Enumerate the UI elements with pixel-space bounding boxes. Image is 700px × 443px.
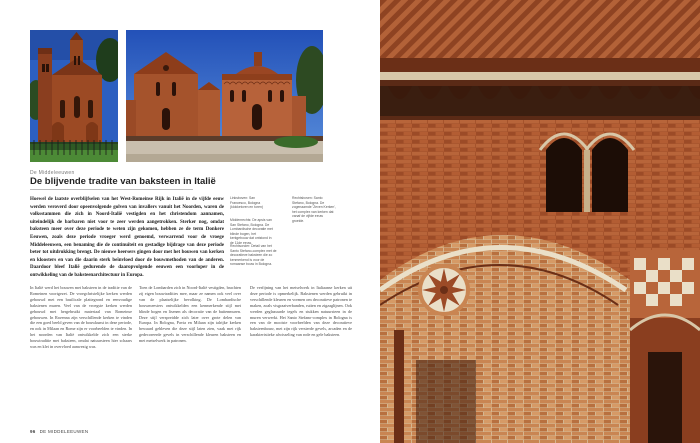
caption-4: Rechtsonder: Detail van het Santo Stefano-complex met de decoratieve baksteen die zo kenmerkend is voor de romaanse bouw in Bologna.	[230, 244, 277, 267]
section-name: DE MIDDELEEUWEN	[39, 429, 89, 434]
body-paragraph-3: De verfijning van het metselwerk in Italiaanse kerken uit deze periode is opmerkelijk. Bakstenen werden gebruikt in verschillende kleuren en vormen om decoratieve patronen te maken, zoals visgraatverbanden, ruiten en zigzaglijnen. Ook werden geglazuurde tegels en stukken natuursteen in de muren verwerkt. Het Santo Stefano-complex in Bologna is een van de mooiste voorbeelden van deze decoratieve baksteenbouw, met zijn rijk versierde gevels, arcaden en de karakteristieke afwisseling van rode en gele baksteen.	[250, 285, 352, 338]
photo-church-towers	[30, 30, 118, 162]
caption-3: Middenrechts: De apsis van San Stefano, Bologna. De Lombardische decoratie met blinde bogen, het kerkgebouw dat ontstond in de 11de eeuw.	[230, 218, 273, 245]
santo-stefano-illustration	[126, 30, 323, 162]
photo-captions	[230, 196, 352, 276]
caption-2: Rechtsboven: Santo Stefano, Bologna. De zogenaamde 'Zeven Kerken', het complex van kerken dat vanaf de vijfde eeuw groeide.	[292, 196, 336, 223]
body-column-3	[250, 285, 352, 338]
title-rule	[30, 189, 193, 190]
intro-paragraph: Hoewel de laatste overblijfselen van het West-Romeinse Rijk in Italië in de vijfde eeuw werden veroverd door opeenvolgende golven van invallers vanuit het Noorden, waren de volksstammen die zich in Noord-Italië vestigden en het christendom aannamen, uiteindelijk de barbaren niet voor te zeer werden aangetrokken. Sterker nog, omdat baksteen meer over deze periode te weten zijn gekomen, hebben ze de term Donkere Eeuwen, zoals deze periode vroeger werd genoemd, verwarrend voor de vroege Middeleeuwen, een benaming die de continuïteit en gestadige bijdrage van deze periode beter tot uitdrukking brengt. De nieuwe heersers gingen door met het bouwen van kerken en kloosters en van die daarin sterk beïnvloed door de bouwmethoden van de anderen. Daardoor bleef Italië gedurende de daaropvolgende eeuwen een voorloper in de ontwikkeling van de baksteenarchitectuur in Europa.	[30, 197, 224, 278]
body-column-1	[30, 285, 132, 350]
caption-1: Linksboven: San Francesco, Bologna (klokketoren en toren)	[230, 196, 263, 210]
page-number: 96	[30, 429, 36, 434]
brick-detail-illustration	[380, 0, 700, 443]
right-page-photo	[380, 0, 700, 443]
body-column-2	[139, 285, 241, 344]
article-kicker: De Middeleeuwen	[30, 170, 75, 176]
article-title: De blijvende tradite van baksteen in Italië	[30, 176, 216, 187]
article-intro	[30, 196, 224, 280]
body-paragraph-1: In Italië werd het bouwen met baksteen in de traditie van de Romeinen voortgezet. De vroegchristelijke kerken werden gebouwd met een basilicale plattegrond en eenvoudige bakstenen muren. Veel van de vroegste kerken werden gebouwd met hergebruikt materiaal van Romeinse gebouwen. In Ravenna zijn verschillende kerken te vinden die een goed beeld geven van de bouwkunst in deze periode, en ook in Milaan en Rome zijn er voorbeelden te vinden. In het noorden van Italië ontwikkelde zich een sterke bouwtraditie met baksteen, omdat natuursteen hier schaars was en klei in overvloed aanwezig was.	[30, 285, 132, 350]
photo-santo-stefano	[126, 30, 323, 162]
page-footer	[30, 429, 88, 434]
body-paragraph-2: Toen de Lombarden zich in Noord-Italië vestigden, brachten zij eigen bouwtradities mee, maar ze namen ook veel over van de plaatselijke bevolking. De Lombardische bouwmeesters ontwikkelden een kenmerkende stijl met blinde bogen en lisenen als decoratie van de buitenmuren. Deze stijl verspreidde zich later over grote delen van Europa. In Bologna, Pavia en Milaan zijn talrijke kerken bewaard gebleven die deze stijl laten zien, vaak met rijk gedecoreerde gevels in verschillende kleuren baksteen en met metselwerk in patronen.	[139, 285, 241, 344]
church-towers-illustration	[30, 30, 118, 162]
